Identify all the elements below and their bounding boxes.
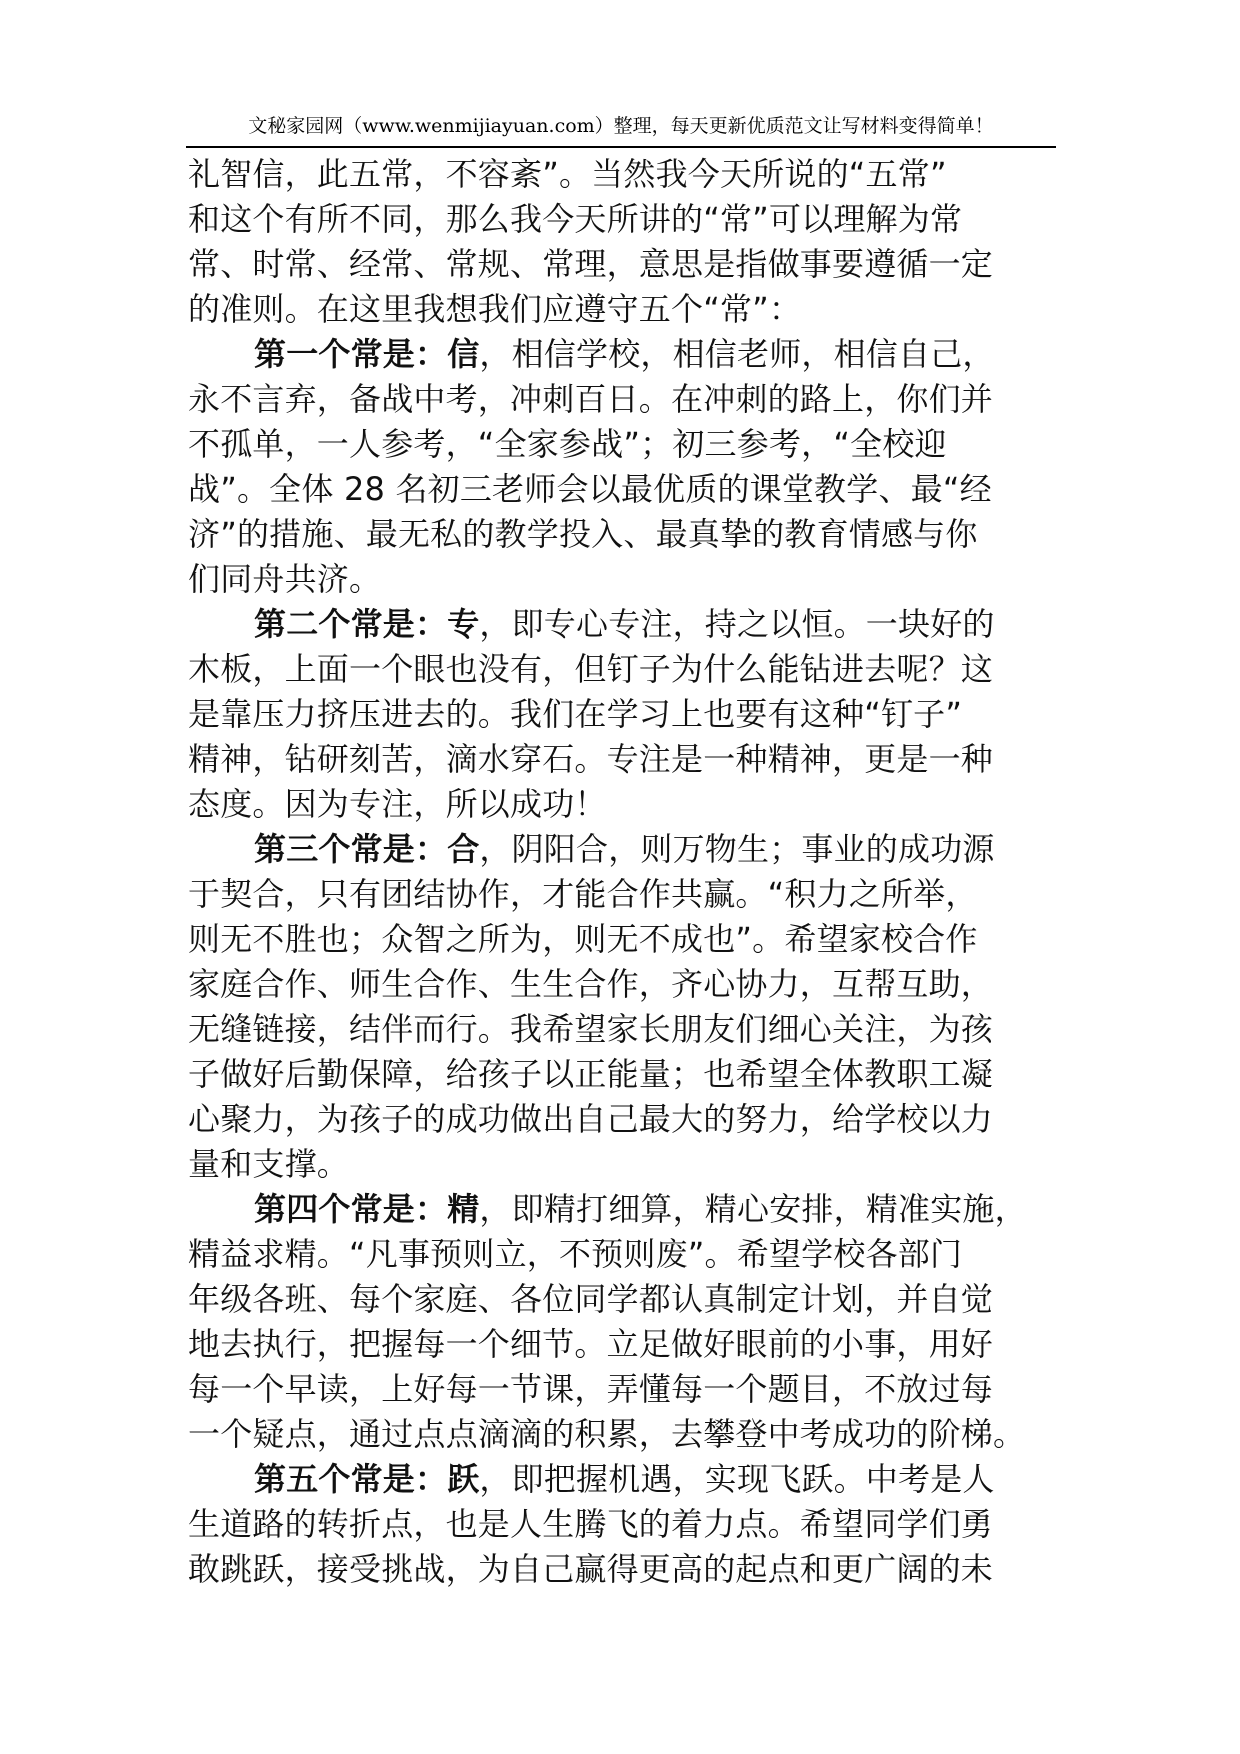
text-line: 子做好后勤保障，给孩子以正能量；也希望全体教职工凝 bbox=[188, 1055, 994, 1093]
text-line: 生道路的转折点，也是人生腾飞的着力点。希望同学们勇 bbox=[188, 1505, 994, 1543]
text-line: 精神，钻研刻苦，滴水穿石。专注是一种精神，更是一种 bbox=[188, 740, 994, 778]
text-line: 家庭合作、师生合作、生生合作，齐心协力，互帮互助， bbox=[188, 965, 994, 1003]
section-heading: 第三个常是：合 bbox=[254, 830, 480, 868]
header-divider bbox=[186, 146, 1056, 148]
text-run: ，相信学校，相信老师，相信自己， bbox=[479, 335, 995, 373]
text-line: 礼智信，此五常，不容紊”。当然我今天所说的“五常” bbox=[188, 155, 947, 193]
paragraph-first-line bbox=[188, 602, 1054, 647]
paragraph-xin bbox=[188, 332, 1054, 602]
text-line: 量和支撑。 bbox=[188, 1145, 350, 1183]
section-heading: 第四个常是：精 bbox=[254, 1190, 480, 1228]
paragraph-he bbox=[188, 827, 1054, 1187]
text-line: 的准则。在这里我想我们应遵守五个“常”： bbox=[188, 290, 802, 328]
paragraph-zhuan bbox=[188, 602, 1054, 827]
text-line: 态度。因为专注，所以成功！ bbox=[188, 785, 607, 823]
text-line: 则无不胜也；众智之所为，则无不成也”。希望家校合作 bbox=[188, 920, 978, 958]
text-line: 无缝链接，结伴而行。我希望家长朋友们细心关注，为孩 bbox=[188, 1010, 994, 1048]
text-run: ，即精打细算，精心安排，精准实施， bbox=[479, 1190, 1027, 1228]
text-line: 木板，上面一个眼也没有，但钉子为什么能钻进去呢？这 bbox=[188, 650, 994, 688]
section-heading: 第二个常是：专 bbox=[254, 605, 480, 643]
text-run: ，即把握机遇，实现飞跃。中考是人 bbox=[479, 1460, 995, 1498]
paragraph-first-line bbox=[188, 827, 1054, 872]
document-body bbox=[188, 152, 1054, 1592]
paragraph-first-line bbox=[188, 1187, 1054, 1232]
text-line: 不孤单，一人参考，“全家参战”；初三参考，“全校迎 bbox=[188, 425, 947, 463]
text-line: 敢跳跃，接受挑战，为自己赢得更高的起点和更广阔的未 bbox=[188, 1550, 994, 1588]
text-line: 是靠压力挤压进去的。我们在学习上也要有这种“钉子” bbox=[188, 695, 963, 733]
paragraph-intro bbox=[188, 152, 1054, 332]
paragraph-yue bbox=[188, 1457, 1054, 1592]
text-line: 们同舟共济。 bbox=[188, 560, 382, 598]
section-heading: 第一个常是：信 bbox=[254, 335, 480, 373]
text-line: 战”。全体 28 名初三老师会以最优质的课堂教学、最“经 bbox=[188, 470, 992, 508]
paragraph-jing bbox=[188, 1187, 1054, 1457]
text-line: 心聚力，为孩子的成功做出自己最大的努力，给学校以力 bbox=[188, 1100, 994, 1138]
text-line: 年级各班、每个家庭、各位同学都认真制定计划，并自觉 bbox=[188, 1280, 994, 1318]
text-line: 永不言弃，备战中考，冲刺百日。在冲刺的路上，你们并 bbox=[188, 380, 994, 418]
page-header: 文秘家园网（www.wenmijiayuan.com）整理，每天更新优质范文让写材料变得简单！ bbox=[248, 115, 994, 137]
text-run: ，阴阳合，则万物生；事业的成功源 bbox=[479, 830, 995, 868]
text-line: 精益求精。“凡事预则立，不预则废”。希望学校各部门 bbox=[188, 1235, 963, 1273]
paragraph-first-line bbox=[188, 1457, 1054, 1502]
text-run: ，即专心专注，持之以恒。一块好的 bbox=[479, 605, 995, 643]
text-line: 于契合，只有团结协作，才能合作共赢。“积力之所举， bbox=[188, 875, 978, 913]
text-line: 一个疑点，通过点点滴滴的积累，去攀登中考成功的阶梯。 bbox=[188, 1415, 1026, 1453]
text-line: 和这个有所不同，那么我今天所讲的“常”可以理解为常 bbox=[188, 200, 963, 238]
section-heading: 第五个常是：跃 bbox=[254, 1460, 480, 1498]
text-line: 常、时常、经常、常规、常理，意思是指做事要遵循一定 bbox=[188, 245, 994, 283]
text-line: 每一个早读，上好每一节课，弄懂每一个题目，不放过每 bbox=[188, 1370, 994, 1408]
paragraph-first-line bbox=[188, 332, 1054, 377]
text-line: 地去执行，把握每一个细节。立足做好眼前的小事，用好 bbox=[188, 1325, 994, 1363]
text-line: 济”的措施、最无私的教学投入、最真挚的教育情感与你 bbox=[188, 515, 978, 553]
